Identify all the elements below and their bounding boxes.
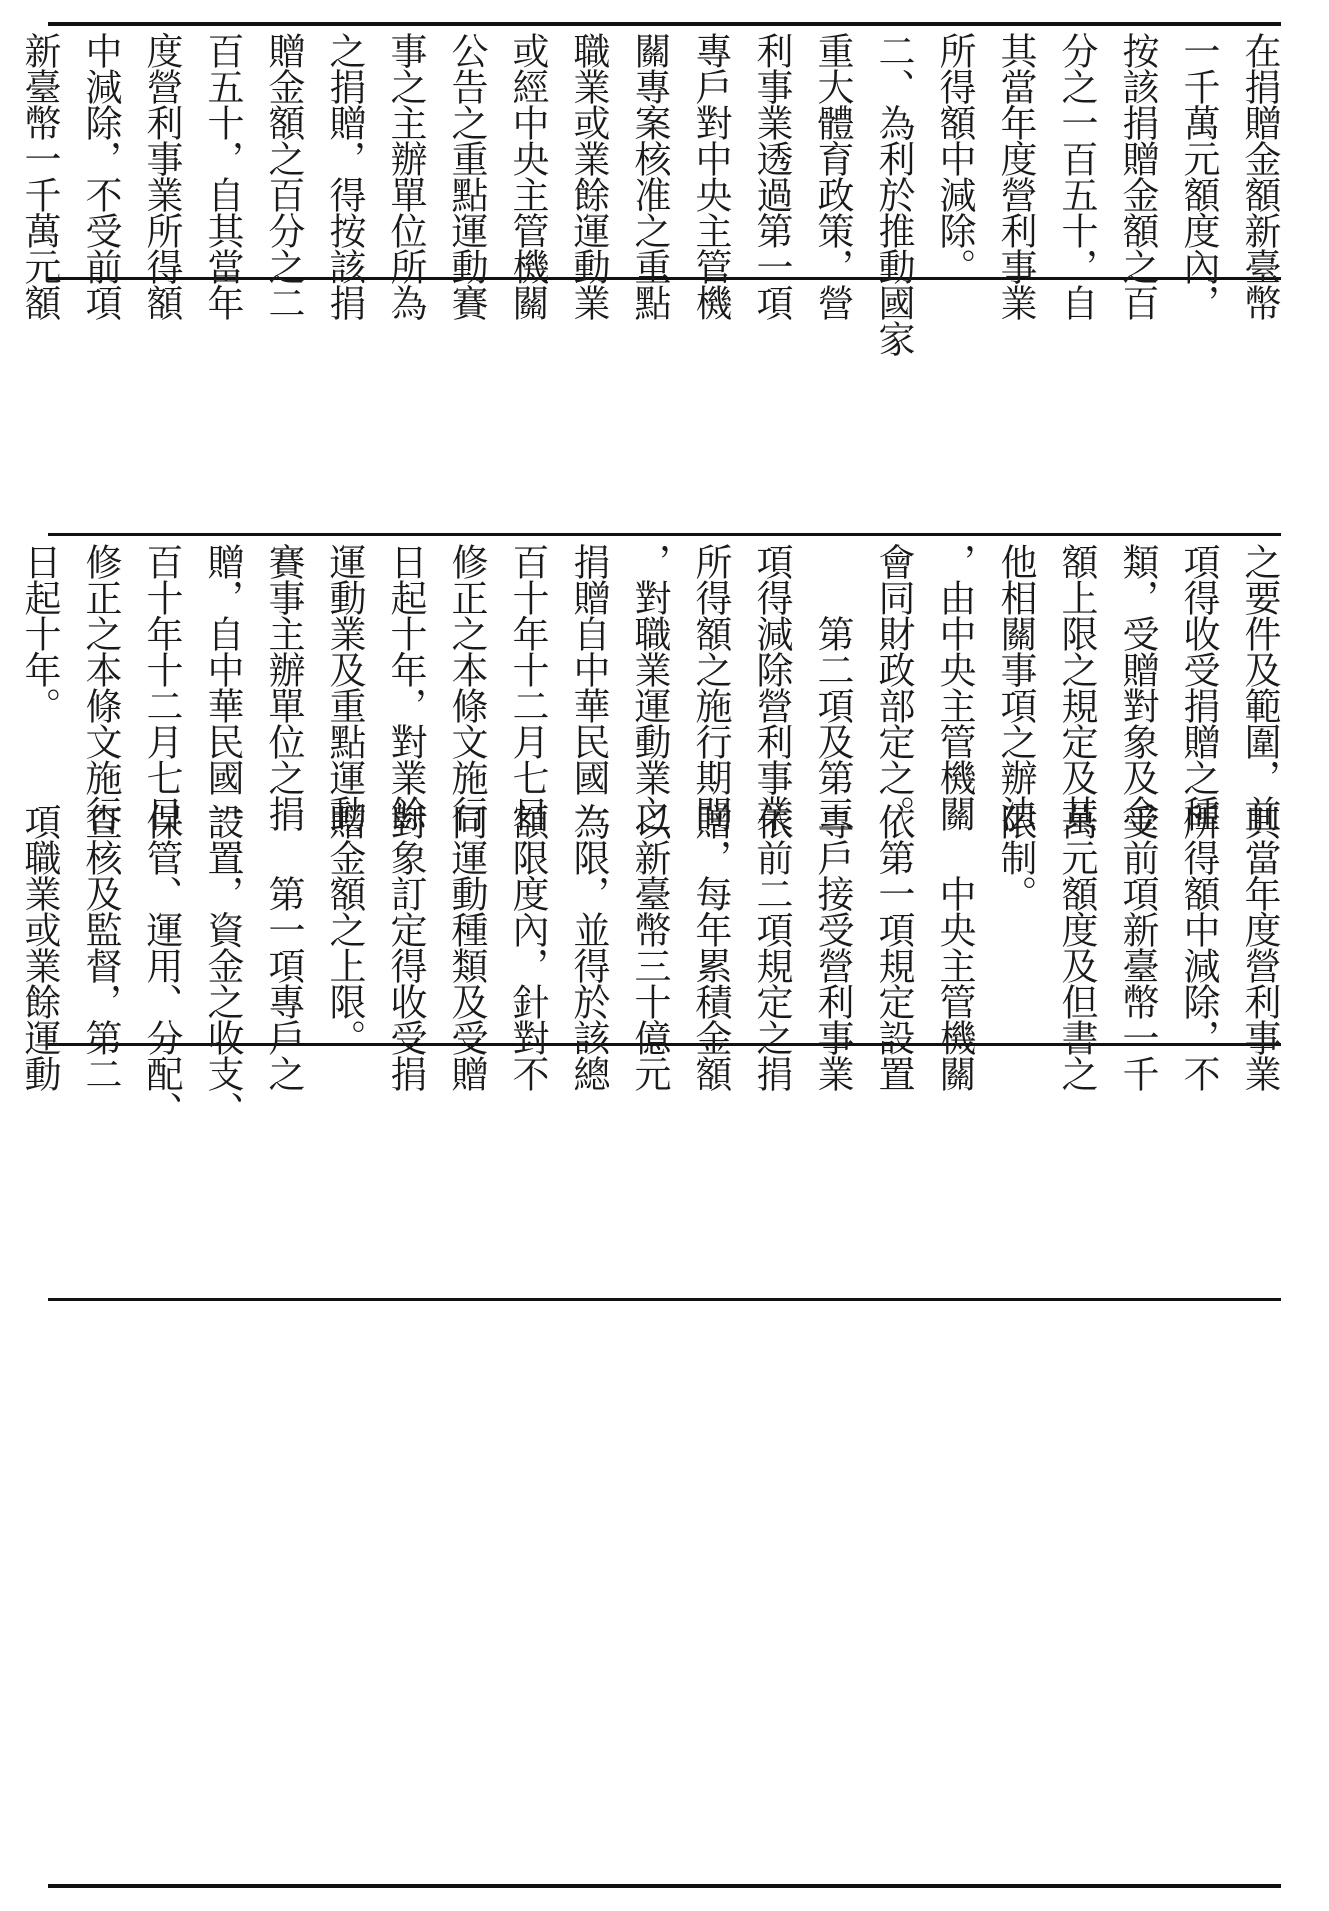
text-column: 日起十年。 bbox=[18, 543, 61, 723]
text-column: 額限度內，針對不 bbox=[506, 803, 549, 1091]
text-column: 查核及監督，第二 bbox=[79, 803, 122, 1091]
text-column: 日起十年，對業餘 bbox=[384, 543, 427, 831]
horizontal-rule bbox=[48, 1884, 1281, 1888]
text-column: 中央主管機關 bbox=[933, 803, 976, 1091]
text-column: 分之一百五十，自 bbox=[1055, 32, 1098, 320]
text-column: 事之主辦單位所為 bbox=[384, 32, 427, 320]
text-column: 會同財政部定之。 bbox=[872, 543, 915, 831]
text-column: 重大體育政策，營 bbox=[811, 32, 854, 320]
text-column: 公告之重點運動賽 bbox=[445, 32, 488, 320]
text-section-1 bbox=[18, 32, 1281, 356]
text-column: 他相關事項之辦法 bbox=[994, 543, 1037, 831]
text-column: 關專案核准之重點 bbox=[628, 32, 671, 320]
text-column: 專戶接受營利事業 bbox=[811, 803, 854, 1091]
text-column: 保管、運用、分配、 bbox=[140, 803, 183, 1127]
text-column: 贈，自中華民國一 bbox=[201, 543, 244, 831]
text-column: 之捐贈，得按該捐 bbox=[323, 32, 366, 320]
text-section-2 bbox=[18, 803, 1281, 1127]
text-column: 為限，並得於該總 bbox=[567, 803, 610, 1091]
text-column: 職業或業餘運動業 bbox=[567, 32, 610, 320]
text-column: 限制。 bbox=[994, 803, 1037, 911]
text-column: 中減除，不受前項 bbox=[79, 32, 122, 320]
text-column: 所得額中減除。 bbox=[933, 32, 976, 284]
text-column: 其當年度營利事業 bbox=[1238, 803, 1281, 1091]
text-column: 贈金額之上限。 bbox=[323, 803, 366, 1055]
text-column: 所得額之施行期間 bbox=[689, 543, 732, 831]
text-column: 專戶對中央主管機 bbox=[689, 32, 732, 320]
text-column: 依前二項規定之捐 bbox=[750, 803, 793, 1091]
text-column: 其當年度營利事業 bbox=[994, 32, 1037, 320]
text-column: 修正之本條文施行 bbox=[79, 543, 122, 831]
text-column: 萬元額度及但書之 bbox=[1055, 803, 1098, 1091]
horizontal-rule bbox=[48, 22, 1281, 26]
text-column: 受前項新臺幣一千 bbox=[1116, 803, 1159, 1091]
horizontal-rule bbox=[48, 533, 1281, 536]
text-column: 設置，資金之收支、 bbox=[201, 803, 244, 1127]
text-column: 修正之本條文施行 bbox=[445, 543, 488, 831]
text-column: 百十年十二月七日 bbox=[140, 543, 183, 831]
text-column: 二、為利於推動國家 bbox=[872, 32, 915, 356]
text-column: 利事業透過第一項 bbox=[750, 32, 793, 320]
text-column: 運動業及重點運動 bbox=[323, 543, 366, 831]
text-column: 類，受贈對象及金 bbox=[1116, 543, 1159, 831]
text-column: 一千萬元額度內， bbox=[1177, 32, 1220, 320]
text-column: 同運動種類及受贈 bbox=[445, 803, 488, 1091]
text-column: 或經中央主管機關 bbox=[506, 32, 549, 320]
text-column: 賽事主辦單位之捐 bbox=[262, 543, 305, 831]
text-column: 項得收受捐贈之種 bbox=[1177, 543, 1220, 831]
text-column: 度營利事業所得額 bbox=[140, 32, 183, 320]
text-column: 項職業或業餘運動 bbox=[18, 803, 61, 1091]
text-section-2b bbox=[18, 543, 1281, 831]
text-column: 贈，每年累積金額 bbox=[689, 803, 732, 1091]
text-column: 第二項及第三 bbox=[811, 543, 854, 831]
text-column: 捐贈自中華民國一 bbox=[567, 543, 610, 831]
text-column: ，由中央主管機關 bbox=[933, 543, 976, 831]
horizontal-rule bbox=[48, 1298, 1281, 1301]
text-column: 按該捐贈金額之百 bbox=[1116, 32, 1159, 320]
text-column: 贈金額之百分之二 bbox=[262, 32, 305, 320]
text-column: ，對職業運動業之 bbox=[628, 543, 671, 831]
text-column: 新臺幣一千萬元額 bbox=[18, 32, 61, 320]
text-column: 百十年十二月七日 bbox=[506, 543, 549, 831]
text-column: 百五十，自其當年 bbox=[201, 32, 244, 320]
text-column: 在捐贈金額新臺幣 bbox=[1238, 32, 1281, 320]
text-column: 以新臺幣三十億元 bbox=[628, 803, 671, 1091]
text-column: 依第一項規定設置 bbox=[872, 803, 915, 1091]
text-column: 所得額中減除，不 bbox=[1177, 803, 1220, 1091]
text-column: 第一項專戶之 bbox=[262, 803, 305, 1091]
text-column: 對象訂定得收受捐 bbox=[384, 803, 427, 1091]
text-column: 額上限之規定及其 bbox=[1055, 543, 1098, 831]
text-column: 之要件及範圍，前 bbox=[1238, 543, 1281, 831]
text-column: 項得減除營利事業 bbox=[750, 543, 793, 831]
